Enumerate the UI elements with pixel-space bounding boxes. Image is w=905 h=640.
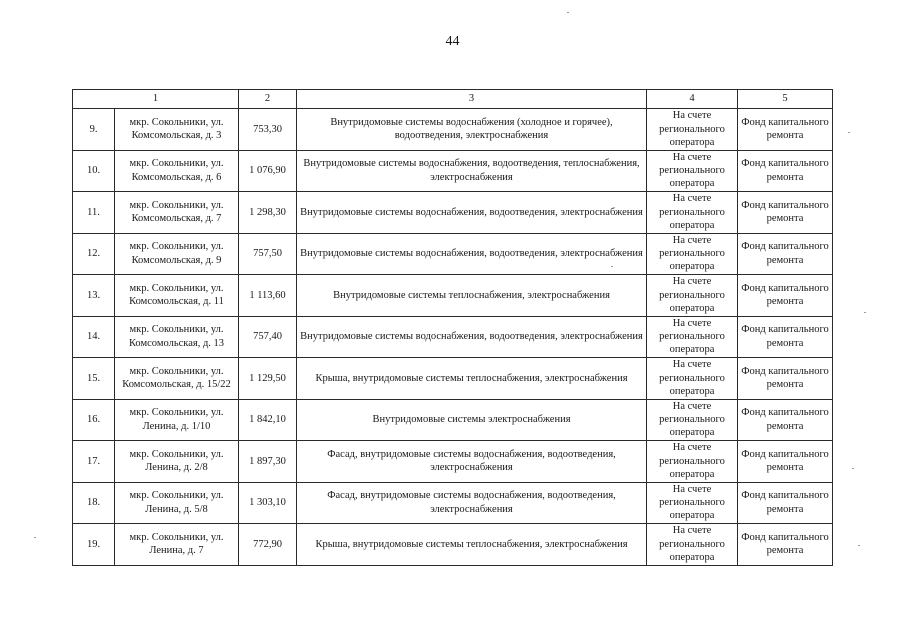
table-row	[73, 399, 833, 441]
works-cell: Крыша, внутридомовые системы теплоснабжения, электроснабжения	[297, 358, 647, 400]
area-cell: 1 076,90	[239, 150, 297, 192]
table-row	[73, 524, 833, 566]
fund-method-cell: На счете регионального оператора	[647, 275, 738, 317]
fund-cell: Фонд капитального ремонта	[738, 524, 833, 566]
table-row	[73, 358, 833, 400]
fund-cell: Фонд капитального ремонта	[738, 441, 833, 483]
address-cell: мкр. Сокольники, ул. Комсомольская, д. 13	[115, 316, 239, 358]
works-cell: Крыша, внутридомовые системы теплоснабжения, электроснабжения	[297, 524, 647, 566]
fund-cell: Фонд капитального ремонта	[738, 482, 833, 524]
row-number-cell: 12.	[73, 233, 115, 275]
capital-repair-table	[72, 89, 833, 566]
header-col-5: 5	[738, 90, 833, 109]
header-col-3: 3	[297, 90, 647, 109]
row-number-cell: 16.	[73, 399, 115, 441]
fund-method-cell: На счете регионального оператора	[647, 524, 738, 566]
address-cell: мкр. Сокольники, ул. Комсомольская, д. 3	[115, 109, 239, 151]
table-row	[73, 109, 833, 151]
table-row	[73, 482, 833, 524]
table-row	[73, 275, 833, 317]
address-cell: мкр. Сокольники, ул. Ленина, д. 1/10	[115, 399, 239, 441]
row-number-cell: 11.	[73, 192, 115, 234]
works-cell: Внутридомовые системы водоснабжения, водоотведения, электроснабжения	[297, 192, 647, 234]
area-cell: 1 897,30	[239, 441, 297, 483]
area-cell: 1 842,10	[239, 399, 297, 441]
works-cell: Внутридомовые системы водоснабжения, водоотведения, электроснабжения	[297, 233, 647, 275]
fund-cell: Фонд капитального ремонта	[738, 275, 833, 317]
area-cell: 1 303,10	[239, 482, 297, 524]
row-number-cell: 14.	[73, 316, 115, 358]
table-row	[73, 441, 833, 483]
fund-cell: Фонд капитального ремонта	[738, 150, 833, 192]
fund-cell: Фонд капитального ремонта	[738, 109, 833, 151]
address-cell: мкр. Сокольники, ул. Ленина, д. 2/8	[115, 441, 239, 483]
fund-method-cell: На счете регионального оператора	[647, 192, 738, 234]
row-number-cell: 17.	[73, 441, 115, 483]
fund-method-cell: На счете регионального оператора	[647, 482, 738, 524]
area-cell: 1 129,50	[239, 358, 297, 400]
header-col-1: 1	[73, 90, 239, 109]
header-col-4: 4	[647, 90, 738, 109]
table-header-row	[73, 90, 833, 109]
table-row	[73, 192, 833, 234]
address-cell: мкр. Сокольники, ул. Ленина, д. 7	[115, 524, 239, 566]
area-cell: 772,90	[239, 524, 297, 566]
fund-method-cell: На счете регионального оператора	[647, 399, 738, 441]
address-cell: мкр. Сокольники, ул. Комсомольская, д. 7	[115, 192, 239, 234]
area-cell: 1 113,60	[239, 275, 297, 317]
table-row	[73, 233, 833, 275]
page-number: 44	[445, 34, 460, 49]
area-cell: 753,30	[239, 109, 297, 151]
fund-cell: Фонд капитального ремонта	[738, 192, 833, 234]
fund-method-cell: На счете регионального оператора	[647, 441, 738, 483]
fund-cell: Фонд капитального ремонта	[738, 358, 833, 400]
fund-method-cell: На счете регионального оператора	[647, 109, 738, 151]
fund-cell: Фонд капитального ремонта	[738, 316, 833, 358]
works-cell: Внутридомовые системы электроснабжения	[297, 399, 647, 441]
table-row	[73, 316, 833, 358]
works-cell: Фасад, внутридомовые системы водоснабжения, водоотведения, электроснабжения	[297, 482, 647, 524]
works-cell: Внутридомовые системы водоснабжения, водоотведения, электроснабжения	[297, 316, 647, 358]
fund-method-cell: На счете регионального оператора	[647, 150, 738, 192]
header-col-2: 2	[239, 90, 297, 109]
address-cell: мкр. Сокольники, ул. Комсомольская, д. 11	[115, 275, 239, 317]
row-number-cell: 9.	[73, 109, 115, 151]
address-cell: мкр. Сокольники, ул. Комсомольская, д. 9	[115, 233, 239, 275]
fund-cell: Фонд капитального ремонта	[738, 399, 833, 441]
table-row	[73, 150, 833, 192]
fund-cell: Фонд капитального ремонта	[738, 233, 833, 275]
row-number-cell: 15.	[73, 358, 115, 400]
row-number-cell: 13.	[73, 275, 115, 317]
works-cell: Внутридомовые системы теплоснабжения, электроснабжения	[297, 275, 647, 317]
address-cell: мкр. Сокольники, ул. Комсомольская, д. 6	[115, 150, 239, 192]
area-cell: 757,50	[239, 233, 297, 275]
fund-method-cell: На счете регионального оператора	[647, 358, 738, 400]
row-number-cell: 10.	[73, 150, 115, 192]
area-cell: 757,40	[239, 316, 297, 358]
row-number-cell: 18.	[73, 482, 115, 524]
address-cell: мкр. Сокольники, ул. Комсомольская, д. 15/22	[115, 358, 239, 400]
fund-method-cell: На счете регионального оператора	[647, 233, 738, 275]
fund-method-cell: На счете регионального оператора	[647, 316, 738, 358]
works-cell: Внутридомовые системы водоснабжения (холодное и горячее), водоотведения, электроснабжения	[297, 109, 647, 151]
address-cell: мкр. Сокольники, ул. Ленина, д. 5/8	[115, 482, 239, 524]
works-cell: Фасад, внутридомовые системы водоснабжения, водоотведения, электроснабжения	[297, 441, 647, 483]
row-number-cell: 19.	[73, 524, 115, 566]
area-cell: 1 298,30	[239, 192, 297, 234]
works-cell: Внутридомовые системы водоснабжения, водоотведения, теплоснабжения, электроснабжения	[297, 150, 647, 192]
